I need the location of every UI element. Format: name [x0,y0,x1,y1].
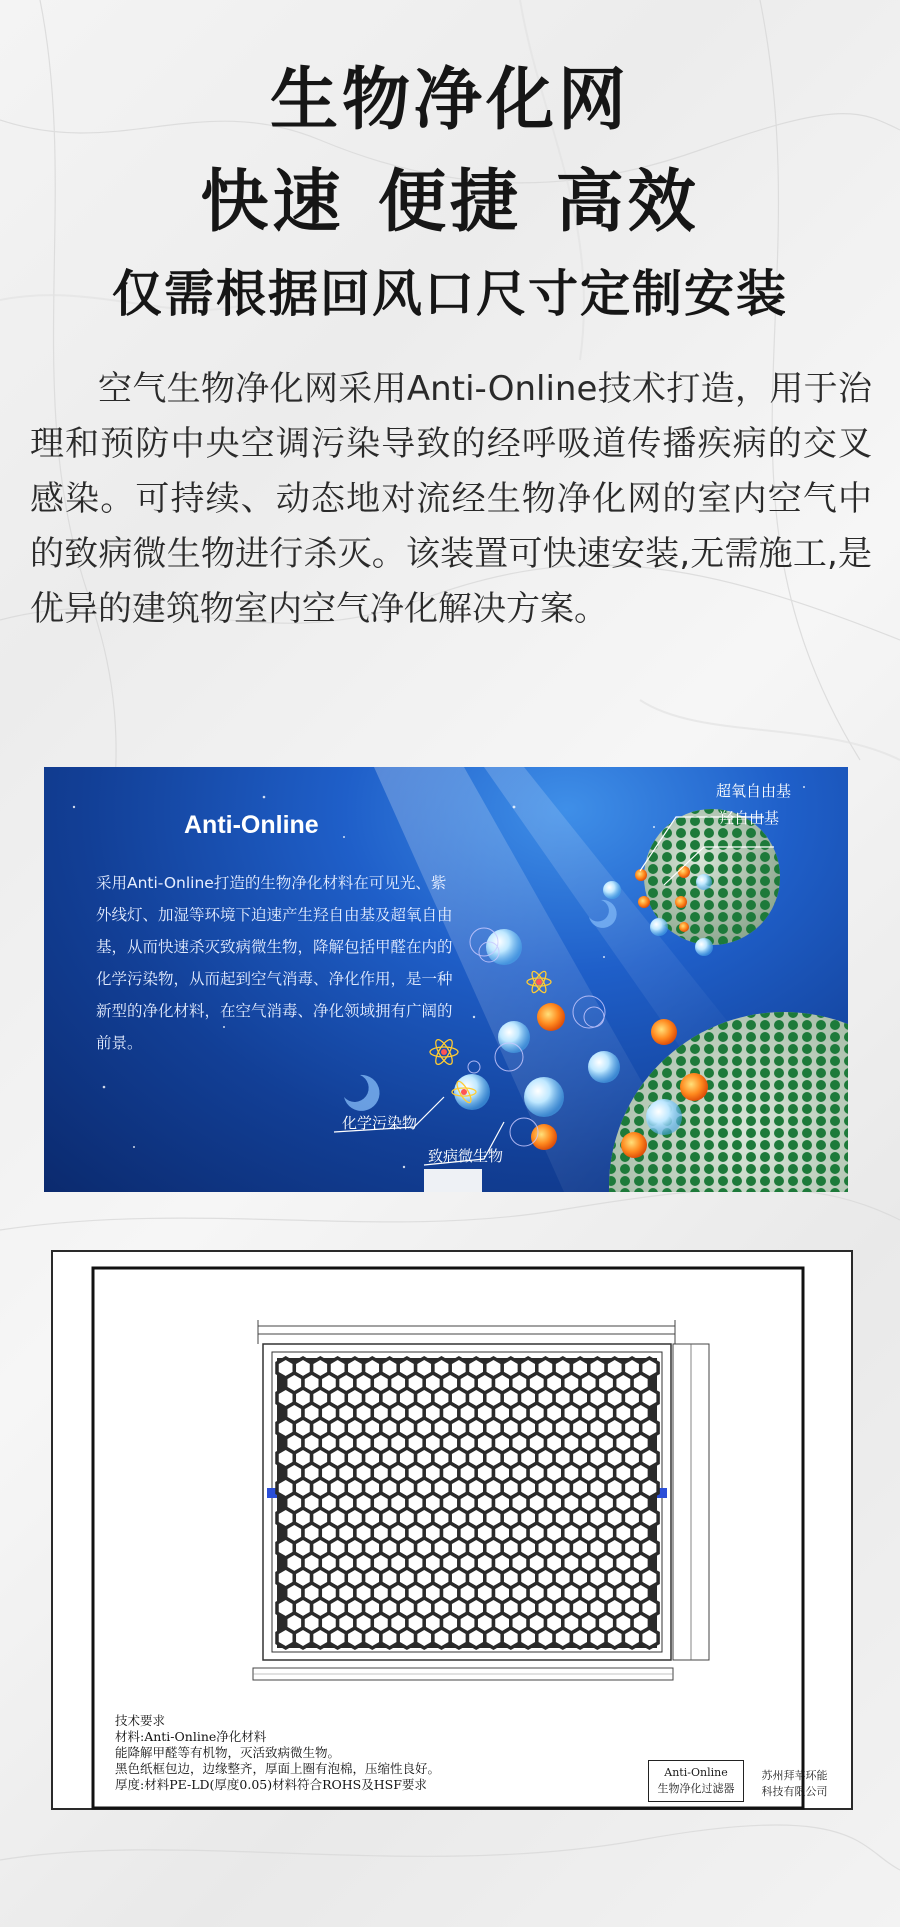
mesh-cell [416,1628,433,1648]
company-name-1: 苏州拜苹环能 [761,1769,828,1782]
product-type: 生物净化过滤器 [657,1782,735,1795]
page-subtitle: 快速 便捷 高效 [200,163,700,242]
mesh-cell [606,1628,623,1648]
product-name: Anti-Online [664,1766,728,1779]
banner-title: Anti-Online [184,811,319,839]
anti-online-banner [44,767,848,1192]
mesh-cell [277,1628,294,1648]
mesh-cell [641,1628,658,1648]
title-block-product [648,1760,744,1802]
mesh-cell [537,1628,554,1648]
mesh-cell [398,1628,415,1648]
mesh-cell [520,1628,537,1648]
mesh-cell [502,1628,519,1648]
mesh-cell [450,1628,467,1648]
tech-line-3: 黑色纸框包边，边缘整齐，厚面上圈有泡棉，压缩性良好。 [115,1761,441,1776]
tech-line-1: 材料:Anti-Online净化材料 [115,1729,267,1744]
callout-hydroxyl: 羟自由基 [719,809,780,827]
mesh-cell [329,1628,346,1648]
mesh-cell [554,1628,571,1648]
tech-requirements [115,1713,440,1793]
mesh-cell [589,1628,606,1648]
intro-paragraph: 空气生物净化网采用Anti-Online技术打造，用于治理和预防中央空调污染导致的经呼吸道传播疾病的交叉感染。可持续、动态地对流经生物净化网的室内空气中的致病微生物进行杀灭。该装置可快速安装,无需施工,是优异的建筑物室内空气净化解决方案。 [30,369,872,629]
page-title: 生物净化网 [269,61,630,140]
mesh-cell [364,1628,381,1648]
technical-drawing [51,1250,853,1810]
title-block-company [746,1760,843,1802]
tech-line-4: 厚度:材料PE-LD(厚度0.05)材料符合ROHS及HSF要求 [115,1777,427,1792]
mesh-cell [312,1628,329,1648]
callout-pathogen: 致病微生物 [428,1147,504,1165]
tech-line-2: 能降解甲醛等有机物，灭活致病微生物。 [115,1745,341,1760]
mesh-cell [381,1628,398,1648]
banner-description: 采用Anti-Online打造的生物净化材料在可见光、紫外线灯、加湿等环境下迫速产生羟自由基及超氧自由基，从而快速杀灭致病微生物，降解包括甲醛在内的化学污染物，从而起到空气消毒、净化作用，是一种新型的净化材料，在空气消毒、净化领域拥有广阔的前景。 [96,874,453,1052]
mesh-cell [571,1628,588,1648]
mesh-cell [433,1628,450,1648]
page-tagline: 仅需根据回风口尺寸定制安装 [112,265,788,323]
callout-chemical-pollutant: 化学污染物 [342,1114,418,1132]
callout-superoxide: 超氧自由基 [716,782,792,800]
banner-notch [424,1169,482,1192]
mesh-cell [468,1628,485,1648]
mesh-cell [294,1628,311,1648]
tech-title: 技术要求 [115,1713,166,1728]
mesh-cell [346,1628,363,1648]
mesh-cell [623,1628,640,1648]
mesh-cell [485,1628,502,1648]
company-name-2: 科技有限公司 [761,1785,828,1798]
